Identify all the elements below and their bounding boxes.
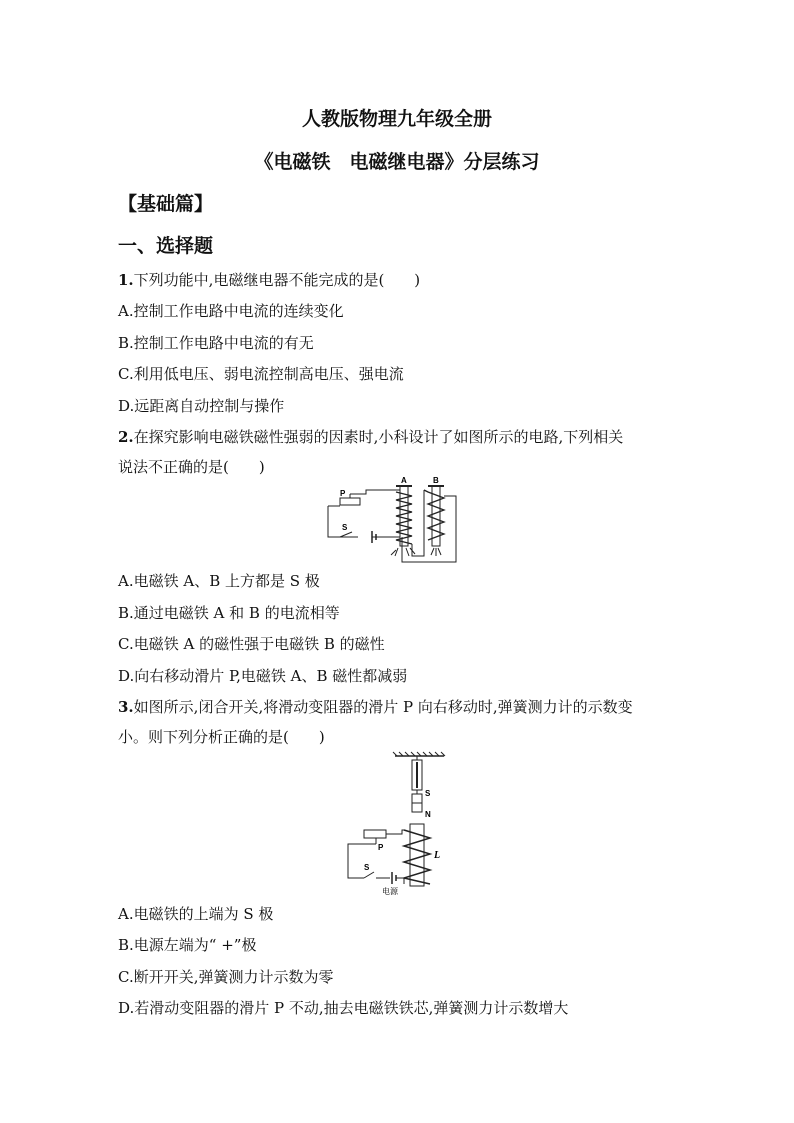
switch-blade	[340, 532, 352, 537]
electromagnet-circuit-figure	[318, 476, 466, 568]
figure-label-b: B	[433, 476, 439, 485]
pins-a	[391, 548, 415, 556]
question-3-option-a: A.电磁铁的上端为 S 极	[118, 905, 274, 923]
spring-balance-figure	[340, 750, 460, 896]
question-2-option-a: A.电磁铁 A、B 上方都是 S 极	[118, 572, 320, 590]
subsection-heading: 一、选择题	[118, 235, 214, 257]
question-3-option-d: D.若滑动变阻器的滑片 P 不动,抽去电磁铁铁芯,弹簧测力计示数增大	[118, 999, 569, 1017]
rheostat	[364, 830, 386, 838]
figure-label-s: S	[342, 523, 348, 532]
question-number: 2.	[118, 428, 134, 446]
figure-label-power-source: 电源	[382, 887, 398, 896]
question-text: 下列功能中,电磁继电器不能完成的是( )	[133, 271, 421, 289]
figure-label-a: A	[401, 476, 407, 485]
question-2-option-b: B.通过电磁铁 A 和 B 的电流相等	[118, 604, 340, 622]
document-subtitle: 《电磁铁 电磁继电器》分层练习	[254, 151, 540, 173]
wire-left	[328, 506, 358, 537]
question-1-stem	[118, 269, 420, 290]
question-2-stem-line-2: 说法不正确的是( )	[118, 458, 265, 476]
question-1-option-d: D.远距离自动控制与操作	[118, 397, 285, 415]
figure-label-p: P	[340, 489, 346, 498]
question-3-stem-line-1	[118, 696, 633, 717]
figure-label-n-pole: N	[425, 810, 431, 819]
question-text: 如图所示,闭合开关,将滑动变阻器的滑片 P 向右移动时,弹簧测力计的示数变	[133, 698, 633, 716]
question-1-option-a: A.控制工作电路中电流的连续变化	[118, 302, 344, 320]
question-number: 1.	[118, 271, 134, 289]
question-2-option-c: C.电磁铁 A 的磁性强于电磁铁 B 的磁性	[118, 635, 385, 653]
question-number: 3.	[118, 698, 134, 716]
pins-b	[431, 548, 441, 556]
question-text: 在探究影响电磁铁磁性强弱的因素时,小科设计了如图所示的电路,下列相关	[133, 428, 624, 446]
document-title: 人教版物理九年级全册	[301, 108, 492, 130]
switch-s	[364, 872, 374, 878]
figure-label-l: L	[434, 850, 441, 861]
rheostat	[340, 498, 360, 505]
question-2-stem-line-1	[118, 426, 623, 447]
question-2-option-d: D.向右移动滑片 P,电磁铁 A、B 磁性都减弱	[118, 667, 408, 685]
section-heading: 【基础篇】	[118, 193, 214, 215]
question-1-option-c: C.利用低电压、弱电流控制高电压、强电流	[118, 365, 404, 383]
question-3-option-c: C.断开开关,弹簧测力计示数为零	[118, 968, 334, 986]
question-1-option-b: B.控制工作电路中电流的有无	[118, 334, 314, 352]
question-3-option-b: B.电源左端为“ +”极	[118, 936, 257, 954]
figure-label-p: P	[378, 843, 384, 852]
figure-label-switch-s: S	[364, 863, 370, 872]
figure-label-s-pole: S	[425, 789, 431, 798]
question-3-stem-line-2: 小。则下列分析正确的是( )	[118, 728, 325, 746]
